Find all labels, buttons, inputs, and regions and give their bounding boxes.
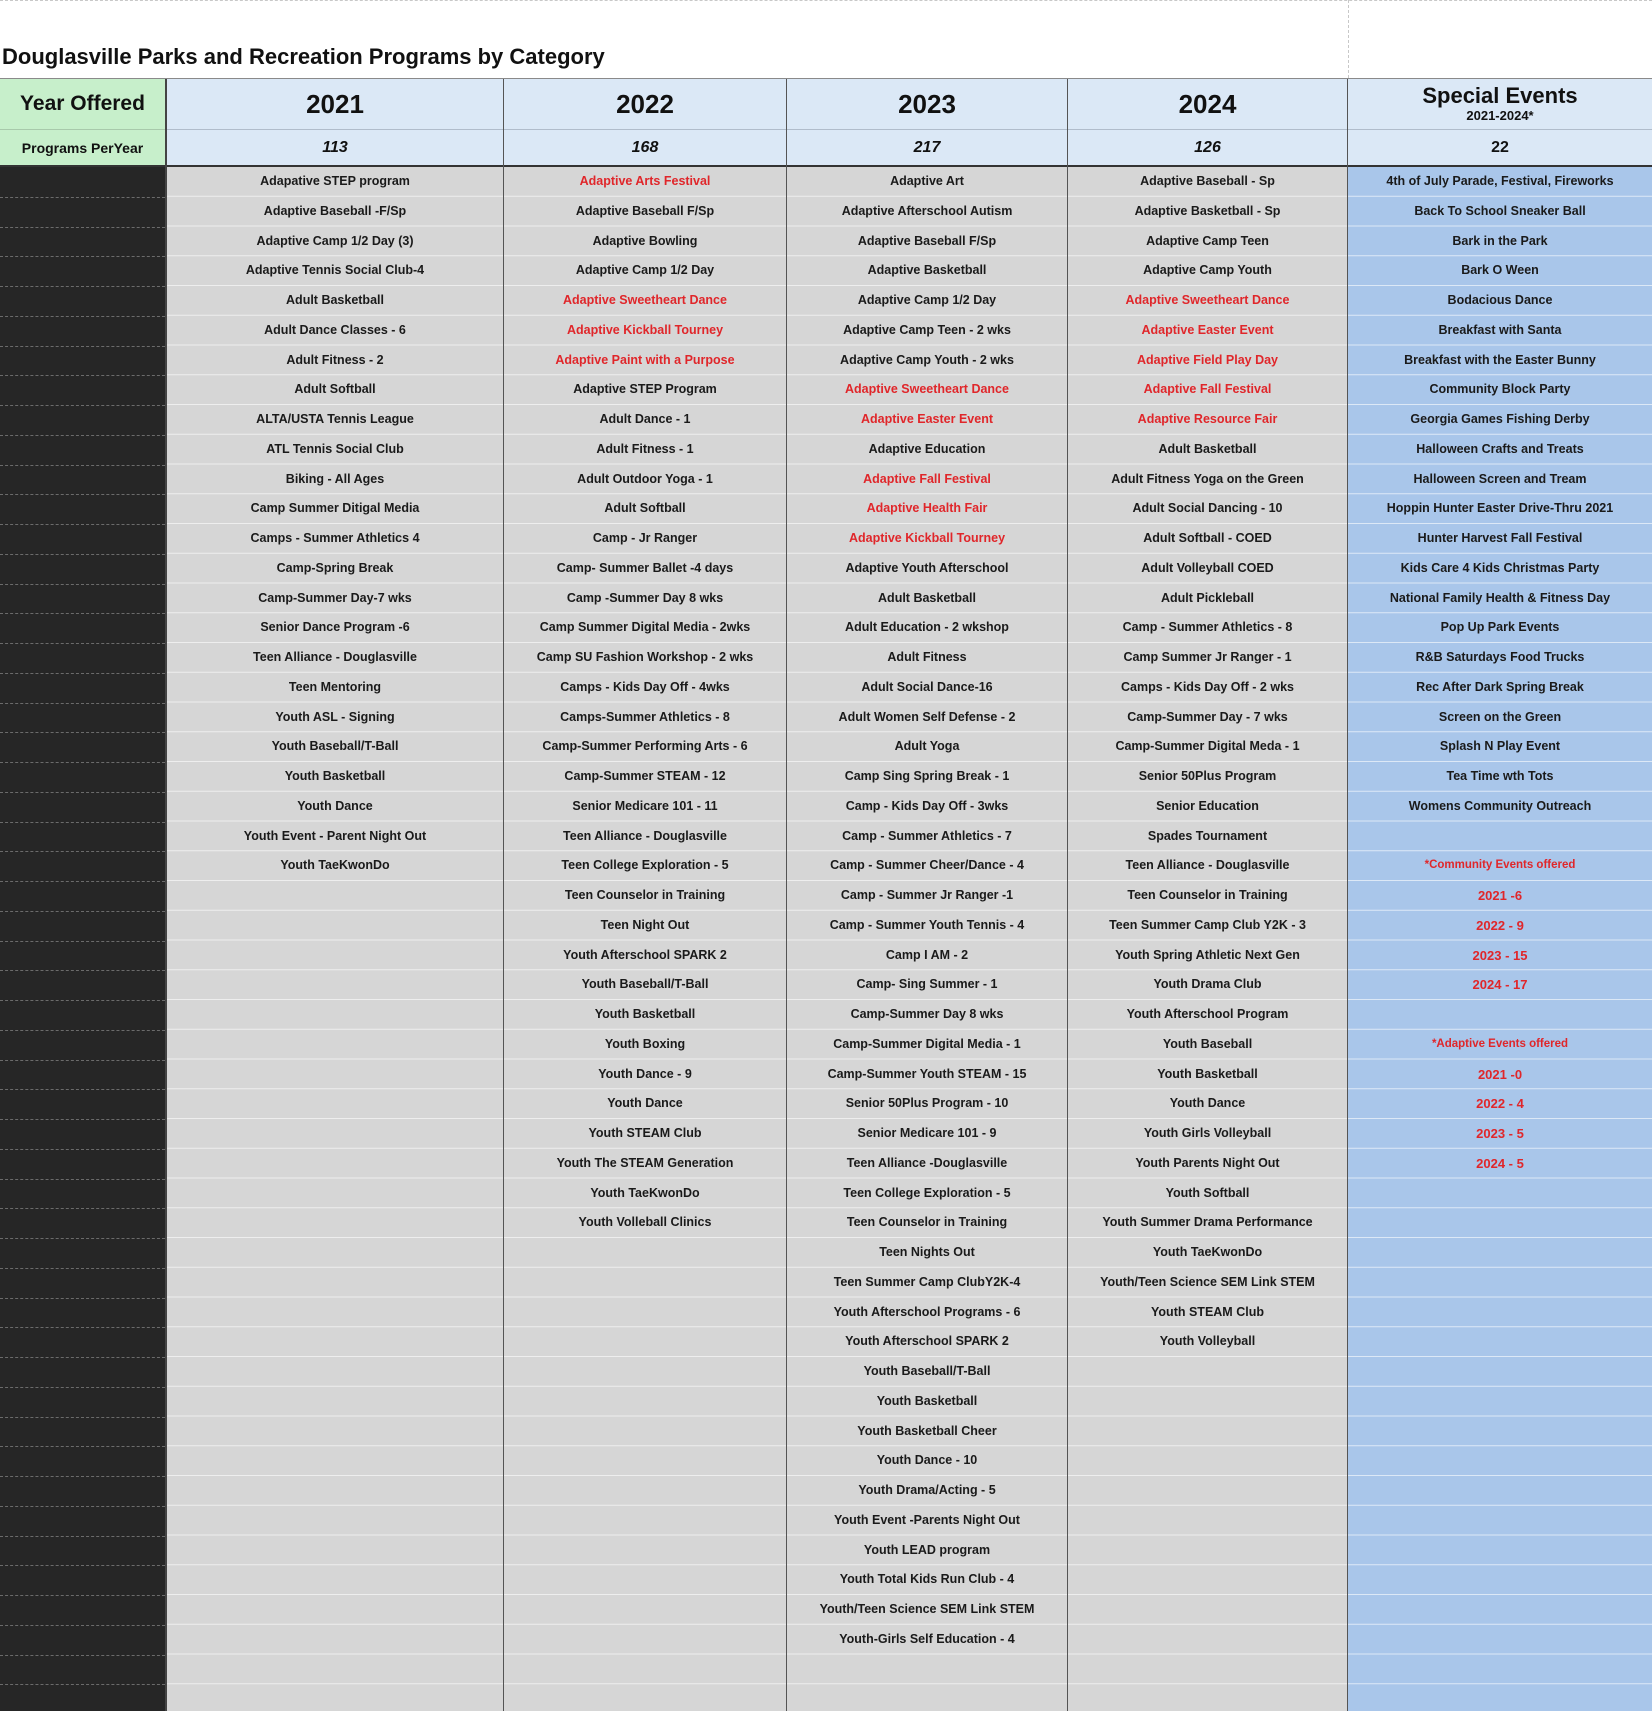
program-item: Camp - Summer Youth Tennis - 4: [829, 917, 1025, 932]
special-event-item: Screen on the Green: [1438, 709, 1562, 724]
program-item: Camp - Summer Cheer/Dance - 4: [830, 858, 1024, 873]
program-item: Camp I AM - 2: [885, 947, 969, 962]
programs-count: 126: [1068, 130, 1347, 167]
row-separator: [0, 1060, 165, 1061]
special-event-item: Halloween Crafts and Treats: [1416, 441, 1584, 456]
events-tally: 2021 -6: [1477, 888, 1523, 903]
special-event-item: 4th of July Parade, Festival, Fireworks: [1386, 174, 1614, 188]
program-item: Youth Drama/Acting - 5: [858, 1483, 996, 1497]
special-event-item: Back To School Sneaker Ball: [1414, 203, 1586, 218]
program-list: [167, 167, 503, 881]
program-item: Adaptive Arts Festival: [579, 174, 711, 188]
program-item: Adult Outdoor Yoga - 1: [577, 471, 713, 486]
program-item: Teen Counselor in Training: [1127, 888, 1288, 902]
program-item: Camp-Summer Day-7 wks: [258, 590, 412, 605]
program-item: Adaptive Easter Event: [1141, 322, 1274, 337]
program-item: Camp-Summer Performing Arts - 6: [542, 739, 748, 754]
row-separator: [0, 554, 165, 555]
row-separator: [0, 732, 165, 733]
special-event-item: National Family Health & Fitness Day: [1389, 590, 1611, 605]
program-item: Youth Event - Parent Night Out: [243, 828, 427, 843]
row-separator: [0, 1506, 165, 1507]
program-item: Youth Dance: [1169, 1096, 1246, 1111]
program-item: Teen Night Out: [600, 917, 690, 932]
program-item: Adaptive STEP Program: [573, 382, 717, 397]
program-item: Youth Parents Night Out: [1135, 1155, 1280, 1170]
special-event-item: Bark in the Park: [1452, 233, 1548, 248]
program-item: Adaptive Paint with a Purpose: [555, 352, 735, 367]
program-item: Youth Baseball/T-Ball: [863, 1364, 991, 1378]
special-event-item: Tea Time wth Tots: [1446, 769, 1554, 783]
program-item: Adaptive Art: [890, 174, 964, 188]
program-item: Adaptive Baseball F/Sp: [575, 203, 715, 218]
program-item: Camp- Sing Summer - 1: [856, 977, 998, 992]
program-item: Youth TaeKwonDo: [1152, 1245, 1263, 1259]
program-item: Camp - Kids Day Off - 3wks: [845, 798, 1009, 813]
row-separator: [0, 1089, 165, 1090]
events-tally: 2024 - 17: [1472, 977, 1528, 993]
program-item: Youth Basketball: [1157, 1066, 1258, 1081]
row-separator: [0, 346, 165, 347]
row-separator: [0, 1476, 165, 1477]
row-separator: [0, 1298, 165, 1299]
program-item: Camp-Summer Day 8 wks: [850, 1007, 1004, 1021]
program-item: Adult Basketball: [878, 590, 976, 605]
program-rows: [504, 167, 786, 1711]
program-item: Youth Dance - 9: [598, 1066, 692, 1081]
program-rows: [167, 167, 503, 1711]
special-event-item: R&B Saturdays Food Trucks: [1415, 650, 1585, 664]
program-item: Adult Volleyball COED: [1141, 560, 1274, 575]
program-rows: [787, 167, 1067, 1711]
special-event-item: Pop Up Park Events: [1440, 620, 1560, 635]
year-header: 2023: [787, 79, 1067, 130]
year-header: 2021: [167, 79, 503, 130]
row-separator: [0, 1595, 165, 1596]
special-event-item: Hunter Harvest Fall Festival: [1417, 531, 1583, 545]
row-separator: [0, 1417, 165, 1418]
program-item: Youth Afterschool Programs - 6: [833, 1304, 1021, 1319]
programs-count: 168: [504, 130, 786, 167]
row-separator: [0, 703, 165, 704]
program-list: [504, 167, 786, 1238]
program-item: Teen College Exploration - 5: [843, 1185, 1011, 1200]
row-separator: [0, 1565, 165, 1566]
row-separator: [0, 197, 165, 198]
program-item: Adult Softball: [294, 382, 376, 397]
row-separator: [0, 1149, 165, 1150]
program-rows: [1068, 167, 1347, 1711]
program-item: Adaptive Sweetheart Dance: [563, 293, 727, 307]
row-separator: [0, 316, 165, 317]
program-item: Biking - All Ages: [285, 471, 385, 486]
events-tally: 2022 - 4: [1476, 1096, 1524, 1112]
program-item: Camps - Kids Day Off - 2 wks: [1121, 679, 1294, 694]
program-item: Adapative STEP program: [260, 174, 410, 188]
program-item: Camp Summer Ditigal Media: [250, 501, 420, 516]
program-item: Adult Yoga: [894, 739, 960, 754]
program-item: Adult Fitness: [887, 650, 967, 664]
program-item: Adaptive Camp 1/2 Day: [857, 293, 997, 307]
program-item: Youth Baseball: [1162, 1036, 1253, 1051]
program-item: Adaptive Camp Teen: [1146, 233, 1269, 248]
events-tally: 2023 - 5: [1476, 1126, 1524, 1141]
program-item: Camp SU Fashion Workshop - 2 wks: [536, 650, 754, 664]
row-separator: [0, 851, 165, 852]
year-column-2024: [1068, 79, 1348, 1711]
program-item: Youth Afterschool Program: [1126, 1007, 1289, 1021]
program-item: Youth Drama Club: [1153, 977, 1262, 992]
program-item: Adaptive Baseball - Sp: [1140, 174, 1275, 188]
special-event-item: Kids Care 4 Kids Christmas Party: [1400, 560, 1600, 575]
row-separator: [0, 762, 165, 763]
program-item: Youth Baseball/T-Ball: [271, 739, 399, 754]
program-item: Camp - Summer Athletics - 8: [1122, 620, 1293, 635]
program-item: Youth The STEAM Generation: [556, 1155, 734, 1170]
program-item: Camp -Summer Day 8 wks: [566, 590, 724, 605]
special-events-list: [1348, 167, 1652, 1179]
program-item: Youth Softball: [1165, 1185, 1250, 1200]
program-item: Youth-Girls Self Education - 4: [839, 1631, 1015, 1646]
special-event-item: Splash N Play Event: [1439, 739, 1561, 754]
program-item: Adaptive Baseball F/Sp: [857, 233, 997, 248]
special-events-subtitle: 2021-2024*: [1466, 108, 1534, 123]
row-separator: [0, 1000, 165, 1001]
program-item: Adult Fitness - 2: [286, 352, 384, 367]
program-item: Youth Basketball: [876, 1393, 978, 1408]
program-item: Adaptive Camp 1/2 Day (3): [256, 233, 414, 248]
program-item: Youth Boxing: [604, 1036, 686, 1051]
program-item: Adaptive Fall Festival: [1143, 382, 1272, 397]
program-item: Youth ASL - Signing: [275, 709, 395, 724]
special-event-item: Georgia Games Fishing Derby: [1410, 412, 1590, 426]
program-item: Youth/Teen Science SEM Link STEM: [1100, 1274, 1315, 1289]
programs-count: 217: [787, 130, 1067, 167]
row-separator: [0, 822, 165, 823]
row-separator: [0, 494, 165, 495]
row-separator: [0, 1179, 165, 1180]
programs-count: 113: [167, 130, 503, 167]
program-item: Camp-Summer Youth STEAM - 15: [827, 1066, 1027, 1081]
program-item: Senior Dance Program -6: [260, 620, 410, 635]
program-item: Teen Summer Camp ClubY2K-4: [833, 1274, 1021, 1289]
special-events-rows: [1348, 167, 1652, 1711]
row-separator: [0, 465, 165, 466]
program-list: [1068, 167, 1347, 1357]
program-item: Adaptive Easter Event: [861, 412, 993, 426]
program-item: Camp- Summer Ballet -4 days: [556, 560, 734, 575]
program-item: Youth Basketball Cheer: [857, 1423, 997, 1438]
program-item: Youth Afterschool SPARK 2: [563, 947, 727, 962]
program-item: Youth Baseball/T-Ball: [581, 977, 709, 992]
program-item: Adult Dance Classes - 6: [264, 322, 406, 337]
program-item: Teen Nights Out: [879, 1245, 975, 1259]
events-tally: 2022 - 9: [1476, 917, 1524, 933]
program-item: Adaptive Resource Fair: [1137, 412, 1278, 426]
special-events-count: 22: [1348, 130, 1652, 167]
program-item: Adaptive Health Fair: [866, 501, 988, 516]
program-item: ALTA/USTA Tennis League: [256, 412, 414, 426]
program-item: Adult Pickleball: [1160, 590, 1255, 605]
program-item: Youth Dance - 10: [876, 1453, 978, 1468]
program-item: Adaptive Basketball - Sp: [1134, 203, 1281, 218]
program-item: Youth Volleball Clinics: [578, 1215, 712, 1230]
row-separator: [0, 256, 165, 257]
year-column-2021: [167, 79, 504, 1711]
program-item: Adult Fitness Yoga on the Green: [1111, 471, 1304, 486]
row-separator: [0, 792, 165, 793]
program-item: Adult Softball: [604, 501, 686, 516]
program-item: Adult Basketball: [1158, 441, 1257, 456]
events-note: *Adaptive Events offered: [1431, 1037, 1569, 1050]
program-item: Adaptive Camp 1/2 Day: [575, 263, 715, 278]
special-events-column: [1348, 79, 1652, 1711]
program-item: Teen College Exploration - 5: [561, 858, 729, 873]
program-item: Camp-Summer Day - 7 wks: [1127, 709, 1288, 724]
row-separator: [0, 941, 165, 942]
row-separator: [0, 673, 165, 674]
program-item: Camp Summer Digital Media - 2wks: [539, 620, 751, 635]
year-header: 2024: [1068, 79, 1347, 130]
program-item: Adaptive Kickball Tourney: [566, 322, 724, 337]
row-separator: [0, 1625, 165, 1626]
program-item: Youth Afterschool SPARK 2: [845, 1334, 1009, 1349]
program-item: Adult Fitness - 1: [596, 441, 694, 456]
special-event-item: Community Block Party: [1429, 382, 1571, 397]
program-item: Adaptive Sweetheart Dance: [845, 382, 1009, 397]
row-separator: [0, 405, 165, 406]
program-item: Camp Summer Jr Ranger - 1: [1123, 650, 1292, 664]
row-separator: [0, 1357, 165, 1358]
program-item: Teen Alliance - Douglasville: [253, 650, 417, 664]
program-item: Adaptive Bowling: [592, 233, 698, 248]
program-item: Youth Volleyball: [1159, 1334, 1256, 1349]
year-offered-column: [0, 79, 167, 1711]
row-separator: [0, 1327, 165, 1328]
program-item: Camp-Summer STEAM - 12: [564, 769, 726, 783]
row-separator: [0, 613, 165, 614]
events-tally: 2023 - 15: [1472, 947, 1528, 963]
special-event-item: Breakfast with Santa: [1438, 322, 1562, 337]
program-item: Adult Women Self Defense - 2: [838, 709, 1016, 724]
program-item: Camp - Summer Athletics - 7: [842, 828, 1012, 843]
program-item: Senior Medicare 101 - 11: [572, 798, 718, 813]
program-item: Youth/Teen Science SEM Link STEM: [819, 1602, 1035, 1616]
program-item: Adult Softball - COED: [1143, 531, 1272, 545]
row-separator: [0, 643, 165, 644]
program-item: Teen Alliance - Douglasville: [563, 828, 727, 843]
program-item: Senior Medicare 101 - 9: [857, 1126, 997, 1140]
program-item: Adaptive Camp Youth - 2 wks: [840, 352, 1014, 367]
year-column-2022: [504, 79, 787, 1711]
program-item: Youth Basketball: [594, 1007, 696, 1021]
row-separator: [0, 524, 165, 525]
row-separator: [0, 1387, 165, 1388]
row-separator: [0, 1655, 165, 1656]
year-offered-header: Year Offered: [0, 79, 165, 130]
program-item: Teen Summer Camp Club Y2K - 3: [1109, 917, 1306, 932]
year-column-2023: [787, 79, 1068, 1711]
program-item: Teen Counselor in Training: [564, 888, 726, 902]
row-separator: [0, 1446, 165, 1447]
program-item: Adaptive Kickball Tourney: [848, 531, 1006, 545]
program-item: Adaptive Field Play Day: [1136, 352, 1279, 367]
gridline: [0, 0, 1652, 1]
special-event-item: Rec After Dark Spring Break: [1416, 679, 1584, 694]
row-separator: [0, 435, 165, 436]
program-item: Adaptive Camp Teen - 2 wks: [843, 322, 1011, 337]
program-list: [787, 167, 1067, 1655]
row-separator: [0, 1208, 165, 1209]
program-item: Youth Basketball: [284, 769, 386, 783]
row-separator: [0, 970, 165, 971]
row-separator: [0, 584, 165, 585]
program-item: Adaptive Education: [868, 441, 986, 456]
program-item: Camp-Summer Digital Meda - 1: [1115, 739, 1300, 754]
program-item: Teen Alliance - Douglasville: [1125, 858, 1290, 873]
special-events-header: [1348, 79, 1652, 130]
program-item: Youth Dance: [297, 798, 373, 813]
row-separator: [0, 286, 165, 287]
year-header: 2022: [504, 79, 786, 130]
program-item: Camp - Summer Jr Ranger -1: [840, 888, 1014, 902]
events-tally: 2024 - 5: [1476, 1155, 1524, 1171]
events-tally: 2021 -0: [1477, 1066, 1523, 1082]
special-event-item: [1348, 1000, 1652, 1030]
program-item: Adaptive Sweetheart Dance: [1125, 293, 1290, 307]
special-event-item: Halloween Screen and Tream: [1413, 471, 1587, 486]
row-separator: [0, 881, 165, 882]
program-item: Youth Dance: [607, 1096, 683, 1111]
program-item: Adaptive Tennis Social Club-4: [245, 263, 425, 278]
special-events-title: Special Events: [1422, 83, 1578, 108]
program-item: Youth Spring Athletic Next Gen: [1115, 947, 1300, 962]
special-event-item: [1348, 822, 1652, 852]
row-separator: [0, 375, 165, 376]
program-item: Camps - Kids Day Off - 4wks: [560, 679, 730, 694]
label-rows: [0, 167, 165, 1711]
program-item: Senior Education: [1156, 798, 1259, 813]
program-item: Senior 50Plus Program: [1138, 769, 1277, 783]
row-separator: [0, 1536, 165, 1537]
row-separator: [0, 911, 165, 912]
gridline: [1348, 0, 1349, 78]
title-band: [0, 0, 1652, 79]
program-item: Youth TaeKwonDo: [590, 1185, 700, 1200]
special-event-item: Bark O Ween: [1461, 263, 1539, 278]
row-separator: [0, 1684, 165, 1685]
program-item: Youth Event -Parents Night Out: [834, 1512, 1020, 1527]
program-item: Adaptive Fall Festival: [863, 471, 991, 486]
special-event-item: Hoppin Hunter Easter Drive-Thru 2021: [1386, 501, 1614, 516]
row-separator: [0, 227, 165, 228]
program-item: Youth TaeKwonDo: [280, 858, 390, 873]
program-table: [0, 79, 1652, 1711]
page-title: Douglasville Parks and Recreation Programs by Category: [2, 44, 605, 69]
program-item: Youth Girls Volleyball: [1143, 1126, 1272, 1140]
row-separator: [0, 1238, 165, 1239]
program-item: ATL Tennis Social Club: [266, 441, 404, 456]
row-separator: [0, 1119, 165, 1120]
program-item: Youth LEAD program: [863, 1542, 991, 1557]
events-note: *Community Events offered: [1424, 859, 1576, 872]
row-separator: [0, 1030, 165, 1031]
program-item: Teen Counselor in Training: [846, 1215, 1008, 1230]
program-item: Adult Social Dance-16: [861, 679, 993, 694]
program-item: Youth STEAM Club: [1151, 1304, 1264, 1319]
program-item: Youth Total Kids Run Club - 4: [839, 1572, 1015, 1587]
program-item: Camp Sing Spring Break - 1: [844, 769, 1010, 783]
program-item: Senior 50Plus Program - 10: [845, 1096, 1009, 1111]
program-item: Adaptive Youth Afterschool: [845, 560, 1009, 575]
programs-per-year-header: Programs PerYear: [0, 130, 165, 167]
program-item: Youth Summer Drama Performance: [1102, 1215, 1313, 1230]
program-item: Adaptive Camp Youth: [1143, 263, 1272, 278]
program-item: Youth STEAM Club: [588, 1126, 702, 1140]
program-item: Adult Education - 2 wkshop: [845, 620, 1009, 635]
program-item: Camp-Summer Digital Media - 1: [833, 1036, 1021, 1051]
program-item: Adaptive Baseball -F/Sp: [263, 203, 407, 218]
program-item: Adult Basketball: [286, 293, 384, 307]
program-item: Teen Alliance -Douglasville: [846, 1155, 1008, 1170]
special-event-item: Womens Community Outreach: [1408, 798, 1592, 813]
program-item: Adaptive Afterschool Autism: [841, 203, 1013, 218]
program-item: Adaptive Basketball: [867, 263, 987, 278]
program-item: Camp - Jr Ranger: [592, 531, 698, 545]
program-item: Camps - Summer Athletics 4: [250, 531, 420, 545]
special-event-item: Bodacious Dance: [1447, 293, 1553, 307]
program-item: Adult Social Dancing - 10: [1132, 501, 1283, 516]
program-item: Spades Tournament: [1147, 828, 1268, 843]
row-separator: [0, 1268, 165, 1269]
program-item: Adult Dance - 1: [599, 412, 691, 426]
program-item: Camp-Spring Break: [276, 560, 394, 575]
special-event-item: Breakfast with the Easter Bunny: [1404, 352, 1596, 367]
program-item: Teen Mentoring: [288, 679, 382, 694]
program-item: Camps-Summer Athletics - 8: [560, 709, 730, 724]
